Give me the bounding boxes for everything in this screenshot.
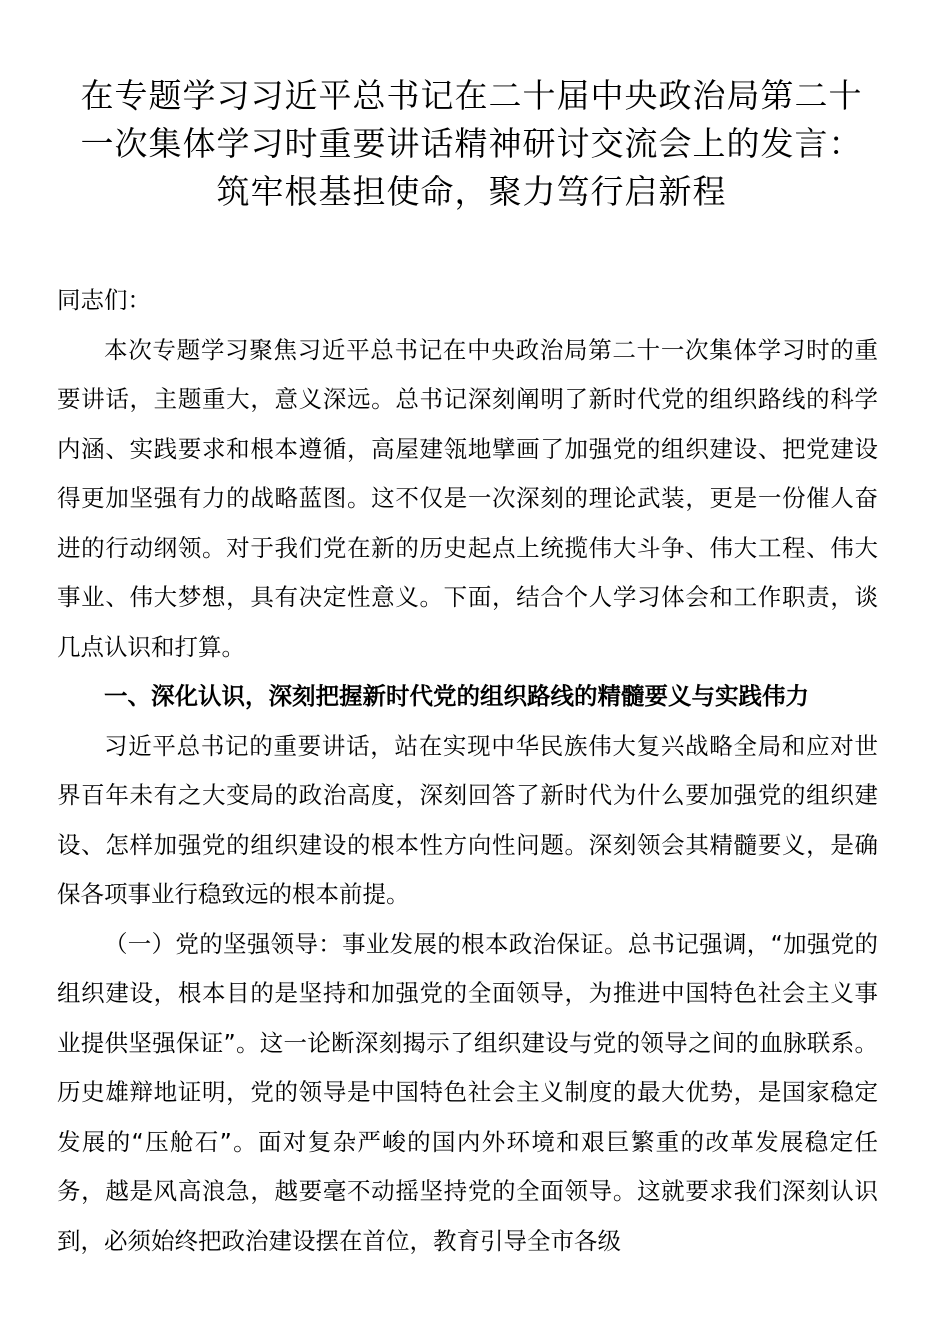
salutation: 同志们： <box>57 286 151 314</box>
body-paragraph: 习近平总书记的重要讲话，站在实现中华民族伟大复兴战略全局和应对世界百年未有之大变局的政治高度，深刻回答了新时代为什么要加强党的组织建设、怎样加强党的组织建设的根本性方向性问题。深刻领会其精髓要义，是确保各项事业行稳致远的根本前提。 <box>57 731 878 908</box>
section-heading: 一、深化认识，深刻把握新时代党的组织路线的精髓要义与实践伟力 <box>104 682 809 710</box>
document-title: 在专题学习习近平总书记在二十届中央政治局第二十一次集体学习时重要讲话精神研讨交流会上的发言：筑牢根基担使命，聚力笃行启新程 <box>80 76 863 211</box>
intro-paragraph: 本次专题学习聚焦习近平总书记在中央政治局第二十一次集体学习时的重要讲话，主题重大，意义深远。总书记深刻阐明了新时代党的组织路线的科学内涵、实践要求和根本遵循，高屋建瓴地擘画了加强党的组织建设、把党建设得更加坚强有力的战略蓝图。这不仅是一次深刻的理论武装，更是一份催人奋进的行动纲领。对于我们党在新的历史起点上统揽伟大斗争、伟大工程、伟大事业、伟大梦想，具有决定性意义。下面，结合个人学习体会和工作职责，谈几点认识和打算。 <box>57 335 878 661</box>
body-paragraph: （一）党的坚强领导：事业发展的根本政治保证。总书记强调，“加强党的组织建设，根本目的是坚持和加强党的全面领导，为推进中国特色社会主义事业提供坚强保证”。这一论断深刻揭示了组织建设与党的领导之间的血脉联系。历史雄辩地证明，党的领导是中国特色社会主义制度的最大优势，是国家稳定发展的“压舱石”。面对复杂严峻的国内外环境和艰巨繁重的改革发展稳定任务，越是风高浪急，越要毫不动摇坚持党的全面领导。这就要求我们深刻认识到，必须始终把政治建设摆在首位，教育引导全市各级 <box>57 929 878 1255</box>
